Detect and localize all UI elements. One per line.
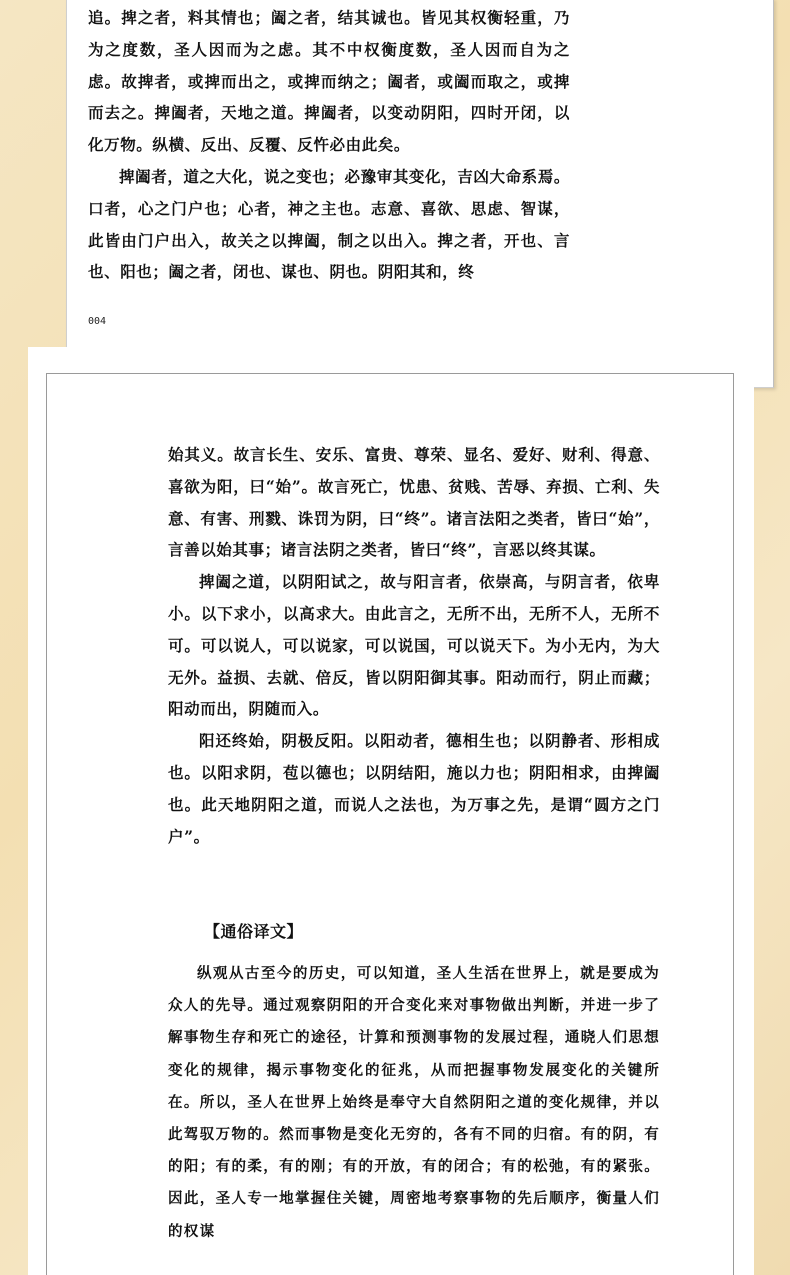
page-number: 004 — [88, 316, 107, 327]
bottom-paragraph-1: 始其义。故言长生、安乐、富贵、尊荣、显名、爱好、财利、得意、喜欲为阳，曰“始”。故言死亡，忧患、贫贱、苦辱、弃损、亡利、失意、有害、刑戮、诛罚为阴，曰“终”。诸言法阳之类者，皆曰“始”，言善以始其事；诸言法阴之类者，皆曰“终”，言恶以终其谋。 — [168, 445, 660, 560]
bottom-page-text — [168, 439, 660, 852]
translation-text — [168, 958, 660, 1248]
bottom-paragraph-3: 阳还终始，阴极反阳。以阳动者，德相生也；以阴静者、形相成也。以阳求阴，苞以德也；以阴结阳，施以力也；阴阳相求，由捭阖也。此天地阴阳之道，而说人之法也，为万事之先，是谓“圆方之门户”。 — [168, 731, 660, 846]
translation-paragraph-1: 纵观从古至今的历史，可以知道，圣人生活在世界上，就是要成为众人的先导。通过观察阴阳的开合变化来对事物做出判断，并进一步了解事物生存和死亡的途径，计算和预测事物的发展过程，通晓人们思想变化的规律，揭示事物变化的征兆，从而把握事物发展变化的关键所在。所以，圣人在世界上始终是奉守大自然阴阳之道的变化规律，并以此驾驭万物的。然而事物是变化无穷的，各有不同的归宿。有的阴，有的阳；有的柔，有的刚；有的开放，有的闭合；有的松弛，有的紧张。因此，圣人专一地掌握住关键，周密地考察事物的先后顺序，衡量人们的权谋 — [168, 965, 660, 1240]
top-page-text — [88, 2, 570, 288]
bottom-paragraph-2: 捭阖之道，以阴阳试之，故与阳言者，依崇高，与阴言者，依卑小。以下求小，以高求大。由此言之，无所不出，无所不人，无所不可。可以说人，可以说家，可以说国，可以说天下。为小无内，为大无外。益损、去就、倍反，皆以阴阳御其事。阳动而行，阴止而藏；阳动而出，阴随而入。 — [168, 572, 660, 719]
top-paragraph-1: 追。捭之者，料其情也；阖之者，结其诚也。皆见其权衡轻重，乃为之度数，圣人因而为之虑。其不中权衡度数，圣人因而自为之虑。故捭者，或捭而出之，或捭而纳之；阖者，或阖而取之，或捭而去之。捭阖者，天地之道。捭阖者，以变动阴阳，四时开闭，以化万物。纵横、反出、反覆、反忤必由此矣。 — [88, 8, 570, 155]
top-paragraph-2: 捭阖者，道之大化，说之变也；必豫审其变化，吉凶大命系焉。口者，心之门户也；心者，神之主也。志意、喜欲、思虑、智谋，此皆由门户出入，故关之以捭阖，制之以出入。捭之者，开也、言也、阳也；阖之者，闭也、谋也、阴也。阴阳其和，终 — [88, 166, 570, 282]
section-heading: 【通俗译文】 — [204, 922, 304, 941]
bottom-page-content — [46, 373, 734, 1275]
